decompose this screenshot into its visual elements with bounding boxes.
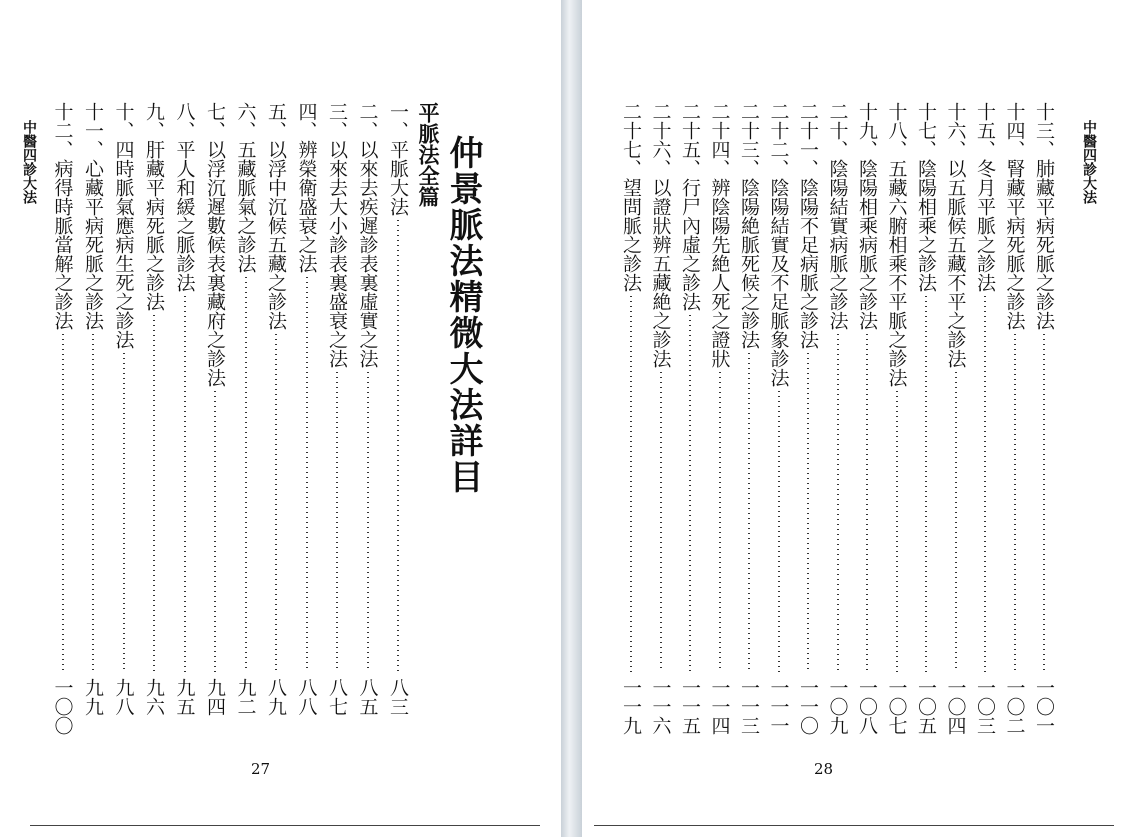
toc-entry-page-number: 一一四	[708, 678, 731, 735]
toc-leader-dots	[367, 372, 369, 672]
toc-leader-dots	[275, 334, 277, 672]
page-number: 27	[251, 760, 271, 778]
page-gutter	[561, 0, 582, 837]
toc-leader-dots	[660, 372, 662, 672]
toc-leader-dots	[984, 296, 986, 672]
toc-leader-dots	[778, 391, 780, 672]
toc-entry-page-number: 一一六	[649, 678, 672, 735]
toc-entry-title: 二十、陰陽結實病脈之診法	[826, 102, 849, 330]
toc-leader-dots	[630, 296, 632, 672]
toc-entry-title: 二十五、行尸內虛之診法	[679, 102, 701, 311]
toc-entry-title: 十四、腎藏平病死脈之診法	[1003, 102, 1026, 330]
main-title: 仲景脈法精微大法詳目	[443, 135, 483, 495]
toc-entry-title: 六、五藏脈氣之診法	[234, 102, 257, 273]
toc-entry-page-number: 一一三	[738, 678, 760, 735]
toc-entry-title: 一、平脈大法	[387, 102, 409, 216]
toc-leader-dots	[92, 334, 94, 672]
toc-entry-page-number: 一一五	[679, 678, 701, 735]
toc-leader-dots	[955, 372, 957, 672]
toc-leader-dots	[397, 220, 399, 672]
toc-entry-title: 二、以來去疾遲診表裏虛實之法	[356, 102, 379, 368]
toc-leader-dots	[807, 353, 809, 672]
toc-entry-page-number: 一〇〇	[51, 678, 74, 735]
toc-entry-page-number: 一〇九	[826, 678, 849, 735]
toc-entry-title: 二十二、陰陽結實及不足脈象診法	[767, 102, 790, 387]
toc-entry-title: 二十四、辨陰陽先絶人死之證狀	[708, 102, 731, 368]
toc-leader-dots	[1043, 334, 1045, 672]
toc-leader-dots	[184, 296, 186, 672]
toc-leader-dots	[306, 277, 308, 672]
toc-leader-dots	[689, 315, 691, 672]
toc-entry-page-number: 九九	[82, 678, 104, 716]
toc-entry-page-number: 八八	[295, 678, 318, 716]
toc-entry-title: 十七、陰陽相乘之診法	[915, 102, 937, 292]
toc-entry-page-number: 八五	[356, 678, 379, 716]
left-page	[0, 0, 561, 837]
running-head: 中醫四診大法	[21, 120, 37, 204]
toc-leader-dots	[123, 353, 125, 672]
toc-entry-page-number: 一一一	[767, 678, 790, 735]
toc-entry-title: 二十一、陰陽不足病脈之診法	[797, 102, 819, 349]
toc-entry-title: 七、以浮沉遲數候表裏藏府之診法	[204, 102, 226, 387]
toc-entry-page-number: 八七	[326, 678, 348, 716]
toc-entry-title: 二十七、望問脈之診法	[620, 102, 642, 292]
toc-leader-dots	[214, 391, 216, 672]
toc-entry-title: 二十六、以證狀辨五藏絶之診法	[649, 102, 672, 368]
toc-entry-page-number: 九四	[204, 678, 226, 716]
right-page	[582, 0, 1134, 837]
toc-entry-page-number: 一一〇	[797, 678, 819, 735]
toc-entry-page-number: 九八	[112, 678, 135, 716]
toc-entry-title: 四、辨榮衛盛衰之法	[295, 102, 318, 273]
toc-leader-dots	[1014, 334, 1016, 672]
toc-entry-page-number: 一〇三	[974, 678, 996, 735]
toc-leader-dots	[62, 334, 64, 672]
running-head: 中醫四診大法	[1081, 120, 1097, 204]
toc-entry-title: 十六、以五脈候五藏不平之診法	[944, 102, 967, 368]
toc-entry-page-number: 一〇五	[915, 678, 937, 735]
toc-entry-page-number: 九二	[234, 678, 257, 716]
toc-entry-title: 三、以來去大小診表裏盛衰之法	[326, 102, 348, 368]
toc-leader-dots	[925, 296, 927, 672]
toc-entry-page-number: 八九	[265, 678, 287, 716]
page-number: 28	[814, 760, 834, 778]
toc-leader-dots	[336, 372, 338, 672]
toc-leader-dots	[719, 372, 721, 672]
bottom-rule	[594, 825, 1114, 826]
toc-entry-page-number: 九六	[143, 678, 165, 716]
toc-entry-title: 十五、冬月平脈之診法	[974, 102, 996, 292]
toc-leader-dots	[866, 334, 868, 672]
section-title: 平脈法全篇	[416, 102, 441, 207]
toc-entry-page-number: 八三	[387, 678, 409, 716]
toc-entry-title: 十九、陰陽相乘病脈之診法	[856, 102, 878, 330]
toc-leader-dots	[896, 391, 898, 672]
toc-leader-dots	[153, 315, 155, 672]
toc-entry-title: 五、以浮中沉候五藏之診法	[265, 102, 287, 330]
toc-entry-title: 八、平人和緩之脈診法	[173, 102, 196, 292]
toc-entry-title: 十、四時脈氣應病生死之診法	[112, 102, 135, 349]
toc-entry-title: 十八、五藏六腑相乘不平脈之診法	[885, 102, 908, 387]
toc-entry-title: 二十三、陰陽絶脈死候之診法	[738, 102, 760, 349]
toc-leader-dots	[245, 277, 247, 672]
toc-entry-page-number: 一〇一	[1033, 678, 1055, 735]
toc-entry-page-number: 一〇二	[1003, 678, 1026, 735]
toc-entry-title: 十二、病得時脈當解之診法	[51, 102, 74, 330]
toc-leader-dots	[748, 353, 750, 672]
toc-entry-page-number: 九五	[173, 678, 196, 716]
toc-entry-page-number: 一〇八	[856, 678, 878, 735]
toc-entry-page-number: 一一九	[620, 678, 642, 735]
toc-entry-title: 九、肝藏平病死脈之診法	[143, 102, 165, 311]
toc-leader-dots	[837, 334, 839, 672]
toc-entry-page-number: 一〇七	[885, 678, 908, 735]
toc-entry-page-number: 一〇四	[944, 678, 967, 735]
bottom-rule	[30, 825, 540, 826]
toc-entry-title: 十一、心藏平病死脈之診法	[82, 102, 104, 330]
toc-entry-title: 十三、肺藏平病死脈之診法	[1033, 102, 1055, 330]
